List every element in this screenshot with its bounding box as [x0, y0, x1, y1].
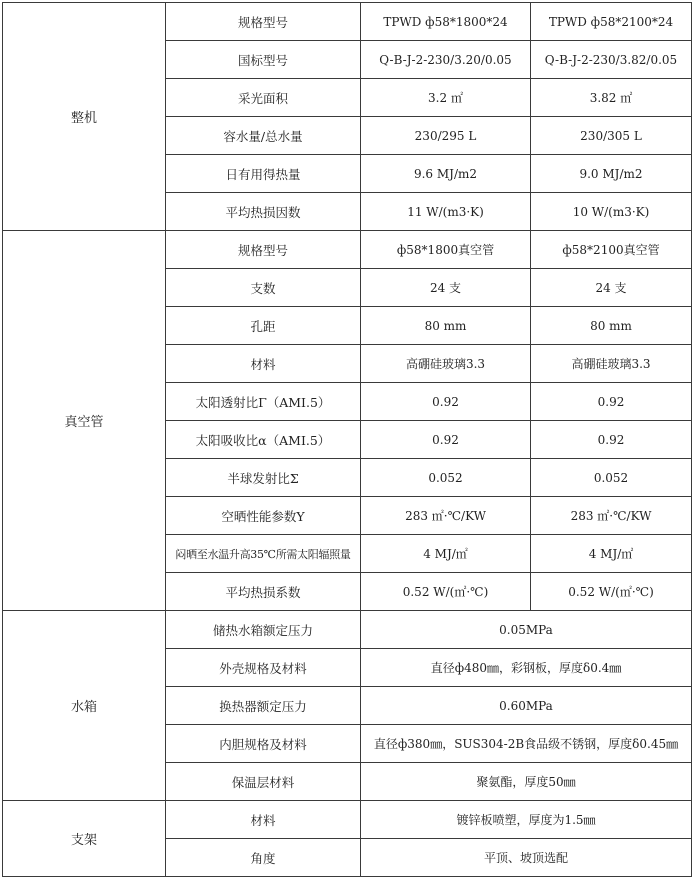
param-name: 规格型号 [166, 231, 361, 269]
param-name: 空晒性能参数Y [166, 497, 361, 535]
value-model-1800: 4 MJ/㎡ [361, 535, 531, 573]
param-name: 采光面积 [166, 79, 361, 117]
value-model-1800: 0.92 [361, 383, 531, 421]
param-name: 容水量/总水量 [166, 117, 361, 155]
param-name: 孔距 [166, 307, 361, 345]
value-model-2100: 283 ㎡·℃/KW [531, 497, 692, 535]
value-shared: 0.60MPa [361, 687, 692, 725]
value-model-2100: 80 mm [531, 307, 692, 345]
param-name: 半球发射比Σ [166, 459, 361, 497]
param-name: 支数 [166, 269, 361, 307]
value-model-1800: 11 W/(m3·K) [361, 193, 531, 231]
value-shared: 聚氨酯，厚度50㎜ [361, 763, 692, 801]
param-name: 保温层材料 [166, 763, 361, 801]
value-shared: 平顶、坡顶选配 [361, 839, 692, 877]
value-model-1800: 283 ㎡·℃/KW [361, 497, 531, 535]
value-model-2100: Q-B-J-2-230/3.82/0.05 [531, 41, 692, 79]
table-row [3, 801, 692, 839]
param-name: 平均热损系数 [166, 573, 361, 611]
value-model-2100: 0.92 [531, 383, 692, 421]
param-name: 太阳透射比Γ（AMI.5） [166, 383, 361, 421]
value-model-2100: 0.52 W/(㎡·℃) [531, 573, 692, 611]
value-model-1800: TPWD ф58*1800*24 [361, 3, 531, 41]
group-label-machine: 整机 [3, 3, 166, 231]
value-model-1800: 80 mm [361, 307, 531, 345]
table-row [3, 3, 692, 41]
value-model-2100: TPWD ф58*2100*24 [531, 3, 692, 41]
value-model-2100: 24 支 [531, 269, 692, 307]
value-model-1800: 0.52 W/(㎡·℃) [361, 573, 531, 611]
value-shared: 镀锌板喷塑，厚度为1.5㎜ [361, 801, 692, 839]
value-shared: 直径ф480㎜，彩钢板，厚度δ0.4㎜ [361, 649, 692, 687]
param-name: 太阳吸收比α（AMI.5） [166, 421, 361, 459]
param-name: 储热水箱额定压力 [166, 611, 361, 649]
group-label-bracket: 支架 [3, 801, 166, 877]
param-name: 规格型号 [166, 3, 361, 41]
value-model-2100: 0.92 [531, 421, 692, 459]
value-model-2100: 10 W/(m3·K) [531, 193, 692, 231]
value-model-1800: 230/295 L [361, 117, 531, 155]
value-model-1800: 0.92 [361, 421, 531, 459]
table-row [3, 231, 692, 269]
spec-table [2, 2, 692, 877]
param-name: 闷晒至水温升高35℃所需太阳辐照量 [166, 535, 361, 573]
param-name: 换热器额定压力 [166, 687, 361, 725]
value-shared: 直径ф380㎜，SUS304-2B食品级不锈钢，厚度δ0.45㎜ [361, 725, 692, 763]
value-model-1800: 3.2 ㎡ [361, 79, 531, 117]
param-name: 角度 [166, 839, 361, 877]
value-model-1800: 0.052 [361, 459, 531, 497]
group-label-vacuum-tube: 真空管 [3, 231, 166, 611]
value-model-2100: ф58*2100真空管 [531, 231, 692, 269]
value-model-1800: 高硼硅玻璃3.3 [361, 345, 531, 383]
value-model-2100: 3.82 ㎡ [531, 79, 692, 117]
value-shared: 0.05MPa [361, 611, 692, 649]
value-model-1800: 9.6 MJ/m2 [361, 155, 531, 193]
param-name: 材料 [166, 345, 361, 383]
value-model-1800: 24 支 [361, 269, 531, 307]
param-name: 平均热损因数 [166, 193, 361, 231]
value-model-2100: 230/305 L [531, 117, 692, 155]
param-name: 日有用得热量 [166, 155, 361, 193]
value-model-2100: 9.0 MJ/m2 [531, 155, 692, 193]
param-name: 内胆规格及材料 [166, 725, 361, 763]
value-model-2100: 0.052 [531, 459, 692, 497]
table-row [3, 611, 692, 649]
group-label-water-tank: 水箱 [3, 611, 166, 801]
value-model-1800: Q-B-J-2-230/3.20/0.05 [361, 41, 531, 79]
value-model-1800: ф58*1800真空管 [361, 231, 531, 269]
param-name: 国标型号 [166, 41, 361, 79]
param-name: 外壳规格及材料 [166, 649, 361, 687]
value-model-2100: 4 MJ/㎡ [531, 535, 692, 573]
param-name: 材料 [166, 801, 361, 839]
value-model-2100: 高硼硅玻璃3.3 [531, 345, 692, 383]
